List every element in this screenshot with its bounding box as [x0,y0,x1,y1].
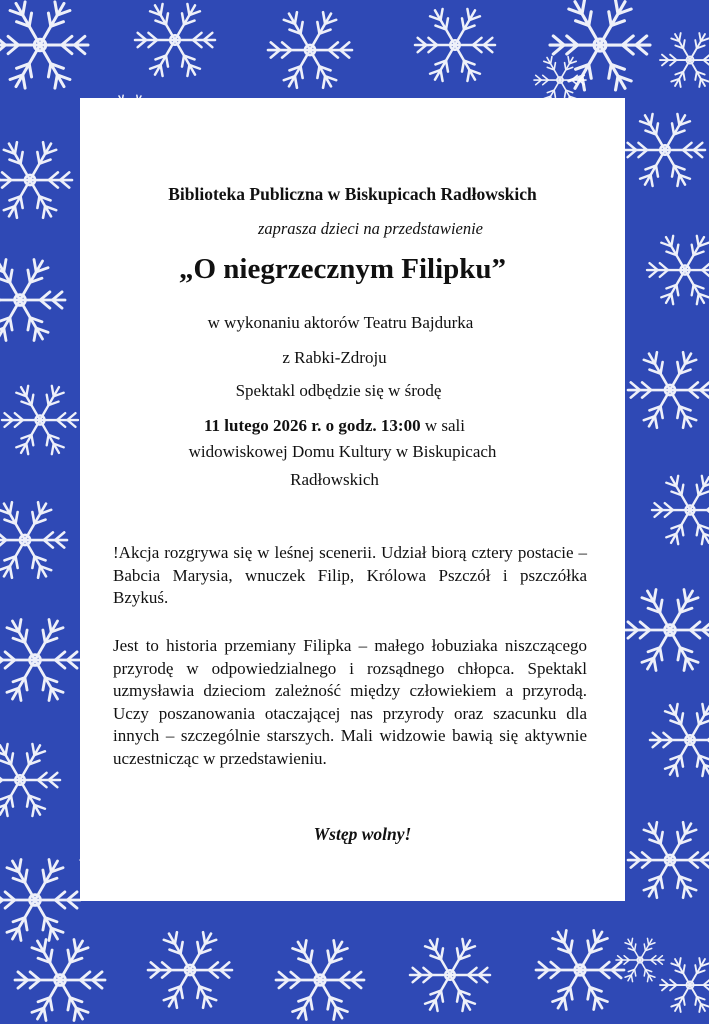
description-paragraph-1: !Akcja rozgrywa się w leśnej scenerii. Udział biorą cztery postacie – Babcia Marysia, wnuczek Filip, Królowa Pszczół i pszczółka Bzykuś. [113,543,587,607]
snowflake-icon [536,930,624,1009]
snowflake-icon [660,958,709,1012]
snowflake-icon [0,260,65,341]
snowflake-icon [135,4,215,76]
snowflake-icon [268,12,352,88]
place-line: widowiskowej Domu Kultury w Biskupicach [188,442,497,461]
snowflake-icon [534,57,586,104]
place-suffix: w sali [420,416,465,435]
snowflake-icon [625,114,705,186]
snowflake-icon [0,620,80,701]
snowflake-icon [628,352,709,428]
invitation-sheet [80,98,625,901]
snowflake-icon [628,822,709,898]
description-paragraph-2: Jest to historia przemiany Filipka – małego łobuziaka niszczącego przyrodę w odpowiedzialnego i rozsądnego chłopca. Spektakl uzmysławia dzieciom zależność między człowiekiem a przyrodą. Uczy poszanowania otaczającej nas przyrody oraz szacunku dla innych – szczególnie starszych. Mali widzowie bawią się aktywnie uczestnicząc w przedstawieniu. [113,636,587,768]
snowflake-icon [550,0,650,90]
snowflake-icon [0,142,72,218]
snowflake-icon [415,9,495,81]
date-time: 11 lutego 2026 r. o godz. 13:00 [204,416,421,435]
snowflake-icon [616,938,664,981]
snowflake-icon [0,502,67,578]
snowflake-icon [0,2,88,88]
snowflake-icon [410,939,490,1011]
performed-by: w wykonaniu aktorów Teatru Bajdurka [207,313,474,332]
show-title: „O niegrzecznym Filipku” [178,253,507,285]
snowflake-icon [650,704,709,776]
when-intro: Spektakl odbędzie się w środę [235,381,442,400]
snowflake-icon [625,590,709,671]
place-line-2: Radłowskich [290,470,379,489]
invitation-line: zaprasza dzieci na przedstawienie [257,219,484,238]
snowflake-icon [15,940,105,1021]
snowflake-icon [148,932,232,1008]
snowflake-icon [0,744,60,816]
snowflake-icon [0,860,80,941]
date-line [62,416,607,436]
snowflake-icon [652,476,709,544]
organizer-name: Biblioteka Publiczna w Biskupicach Radłowskich [168,184,537,204]
snowflake-icon [276,940,364,1019]
snowflake-icon [647,236,709,304]
theatre-city: z Rabki-Zdroju [282,348,387,367]
free-entry: Wstęp wolny! [313,824,412,844]
snowflake-icon [660,33,709,87]
